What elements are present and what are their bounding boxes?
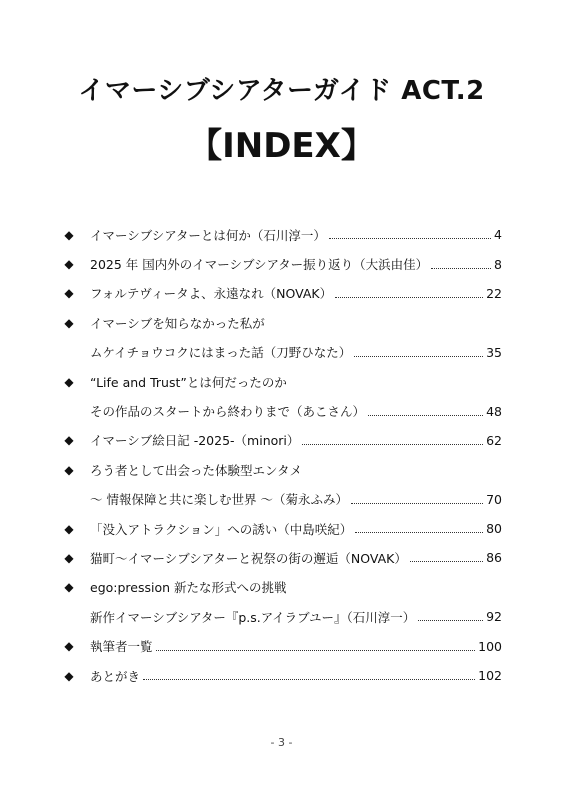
toc-entry bbox=[62, 367, 502, 396]
toc-entry bbox=[62, 455, 502, 484]
toc-entry-page: 100 bbox=[478, 638, 502, 654]
toc-entry-title: イマーシブを知らなかった私が bbox=[90, 315, 265, 331]
diamond-bullet-icon: ◆ bbox=[64, 580, 74, 595]
toc-entry bbox=[62, 426, 502, 455]
toc-entry-title: ego:pression 新たな形式への挑戦 bbox=[90, 580, 287, 596]
toc-entry-page: 22 bbox=[486, 285, 502, 301]
toc-entry bbox=[62, 485, 502, 514]
diamond-bullet-icon: ◆ bbox=[64, 550, 74, 565]
toc-entry-title: イマーシブ絵日記 -2025-（minori） bbox=[90, 433, 300, 449]
toc-entry-page: 92 bbox=[486, 609, 502, 625]
toc-entry-page: 8 bbox=[494, 256, 502, 272]
diamond-bullet-icon: ◆ bbox=[64, 462, 74, 477]
toc-entry bbox=[62, 249, 502, 278]
toc-entry-page: 4 bbox=[494, 227, 502, 243]
toc-entry-title: ろう者として出会った体験型エンタメ bbox=[90, 462, 303, 478]
dot-leader bbox=[355, 532, 483, 533]
toc-entry bbox=[62, 661, 502, 690]
toc-entry-title: 2025 年 国内外のイマーシブシアター振り返り（大浜由佳） bbox=[90, 257, 429, 273]
toc-entry-page: 80 bbox=[486, 521, 502, 537]
diamond-bullet-icon: ◆ bbox=[64, 286, 74, 301]
diamond-bullet-icon: ◆ bbox=[64, 639, 74, 654]
toc-entry bbox=[62, 220, 502, 249]
page-number: - 3 - bbox=[270, 736, 293, 749]
diamond-bullet-icon: ◆ bbox=[64, 374, 74, 389]
toc-entry-title: “Life and Trust”とは何だったのか bbox=[90, 374, 287, 390]
toc-entry bbox=[62, 573, 502, 602]
dot-leader bbox=[329, 238, 491, 239]
toc-entry bbox=[62, 602, 502, 631]
diamond-bullet-icon: ◆ bbox=[64, 227, 74, 242]
toc-entry-title: ムケイチョウコクにはまった話（刀野ひなた） bbox=[90, 345, 352, 361]
toc-entry-title: ～ 情報保障と共に楽しむ世界 ～（菊永ふみ） bbox=[90, 492, 348, 508]
diamond-bullet-icon: ◆ bbox=[64, 668, 74, 683]
toc-entry-page: 102 bbox=[478, 668, 502, 684]
toc-entry-title: 猫町～イマーシブシアターと祝祭の街の邂逅（NOVAK） bbox=[90, 550, 407, 566]
toc-entry-page: 70 bbox=[486, 491, 502, 507]
diamond-bullet-icon: ◆ bbox=[64, 433, 74, 448]
diamond-bullet-icon: ◆ bbox=[64, 315, 74, 330]
dot-leader bbox=[335, 297, 483, 298]
toc-entry-page: 48 bbox=[486, 403, 502, 419]
dot-leader bbox=[431, 268, 491, 269]
toc-entry-page: 86 bbox=[486, 550, 502, 566]
toc-entry-title: 執筆者一覧 bbox=[90, 639, 153, 655]
toc-entry bbox=[62, 631, 502, 660]
toc-entry-title: あとがき bbox=[90, 668, 141, 684]
toc-entry-title: その作品のスタートから終わりまで（あこさん） bbox=[90, 404, 366, 420]
table-of-contents bbox=[62, 220, 502, 690]
diamond-bullet-icon: ◆ bbox=[64, 521, 74, 536]
toc-entry-page: 62 bbox=[486, 432, 502, 448]
toc-entry bbox=[62, 543, 502, 572]
toc-entry-title: フォルテヴィータよ、永遠なれ（NOVAK） bbox=[90, 286, 333, 302]
toc-entry bbox=[62, 308, 502, 337]
toc-entry bbox=[62, 514, 502, 543]
toc-entry bbox=[62, 396, 502, 425]
dot-leader bbox=[143, 679, 475, 680]
dot-leader bbox=[302, 444, 483, 445]
toc-entry-page: 35 bbox=[486, 344, 502, 360]
toc-entry-title: イマーシブシアターとは何か（石川淳一） bbox=[90, 227, 326, 243]
dot-leader bbox=[354, 356, 483, 357]
dot-leader bbox=[156, 650, 476, 651]
index-heading: 【INDEX】 bbox=[188, 126, 375, 166]
dot-leader bbox=[351, 503, 483, 504]
toc-entry bbox=[62, 279, 502, 308]
toc-entry-title: 「没入アトラクション」への誘い（中島咲紀） bbox=[90, 521, 353, 537]
toc-entry bbox=[62, 338, 502, 367]
dot-leader bbox=[368, 415, 483, 416]
toc-entry-title: 新作イマーシブシアター『p.s.アイラブユー』（石川淳一） bbox=[90, 609, 416, 625]
dot-leader bbox=[410, 561, 483, 562]
document-title: イマーシブシアターガイド ACT.2 bbox=[78, 76, 485, 106]
dot-leader bbox=[418, 620, 483, 621]
diamond-bullet-icon: ◆ bbox=[64, 257, 74, 272]
